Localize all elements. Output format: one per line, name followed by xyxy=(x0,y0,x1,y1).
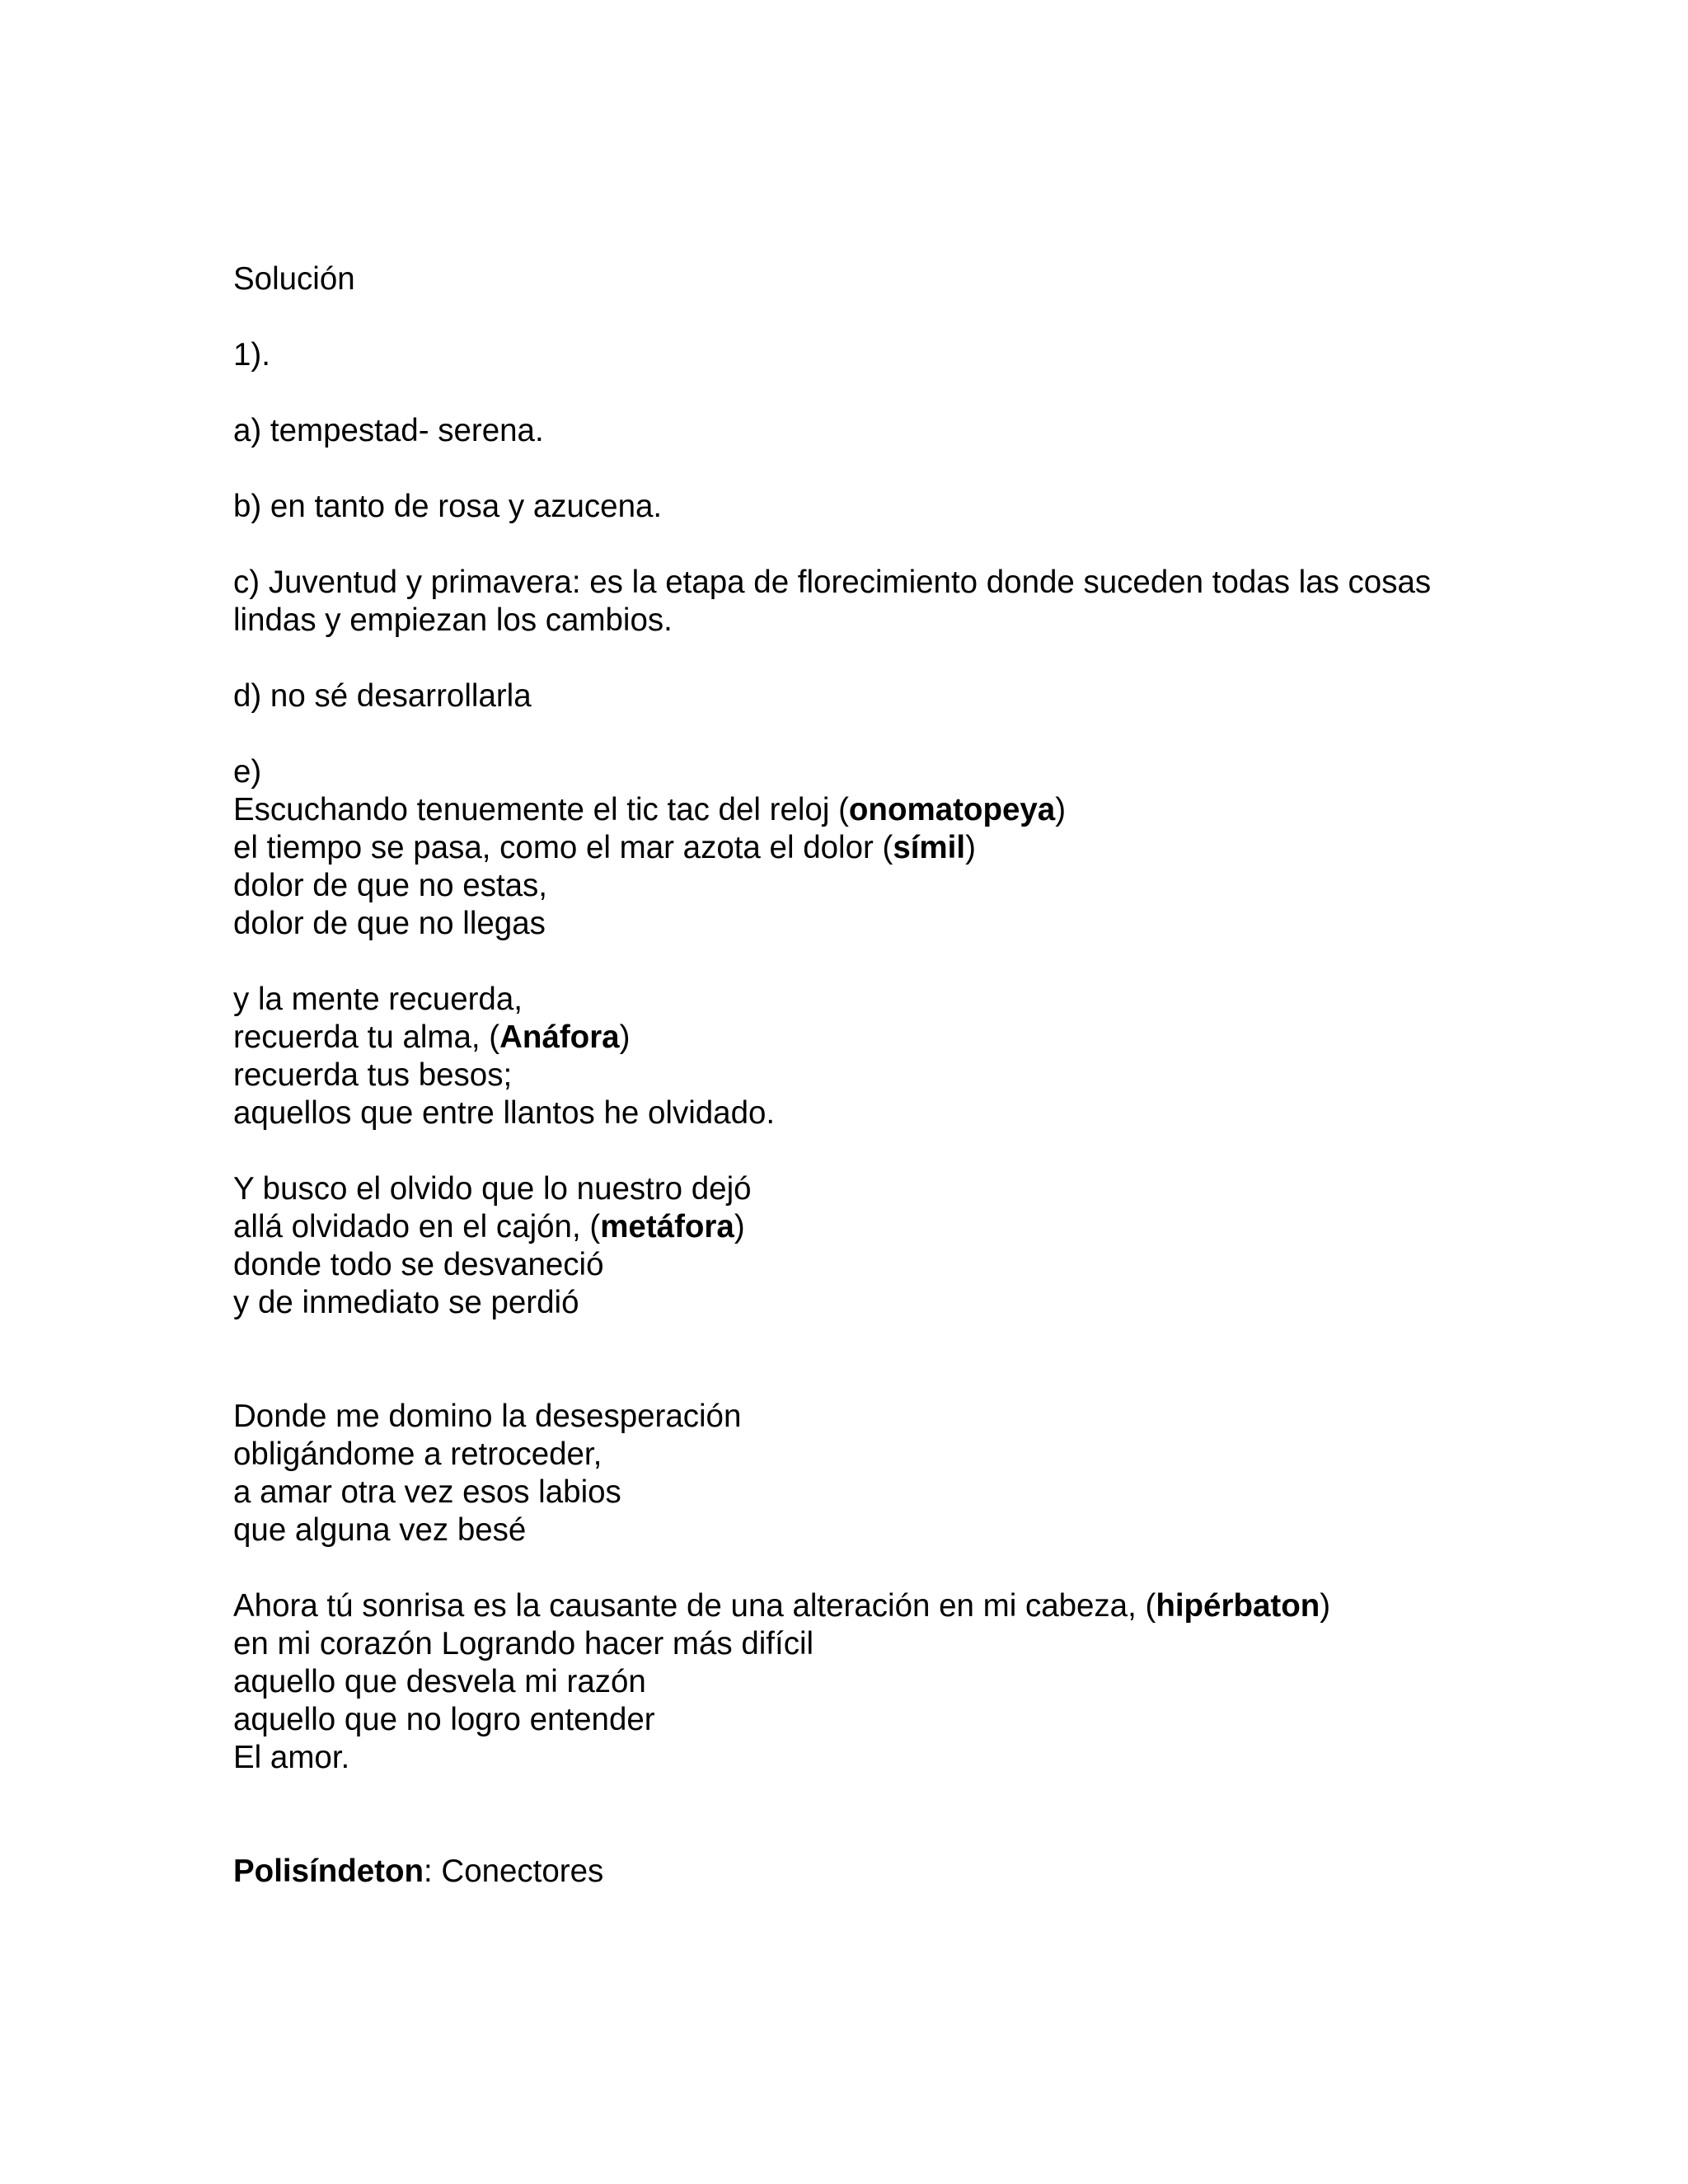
question-number: 1). xyxy=(233,337,270,373)
poem-line: aquello que desvela mi razón xyxy=(233,1664,646,1699)
poem-line xyxy=(233,1019,1453,1057)
poem-line xyxy=(233,791,1453,829)
poem-line-text: recuerda tu alma, ( xyxy=(233,1019,500,1055)
answer-c: c) Juventud y primavera: es la etapa de florecimiento donde suceden todas las cosas lindas y empiezan los cambios. xyxy=(233,565,1432,638)
figure-label-simil: símil xyxy=(893,830,966,865)
poem-line: obligándome a retroceder, xyxy=(233,1436,603,1472)
poem-line-text: Ahora tú sonrisa es la causante de una alteración en mi cabeza, ( xyxy=(233,1588,1156,1624)
answer-b: b) en tanto de rosa y azucena. xyxy=(233,489,663,524)
footer-note-text: : Conectores xyxy=(424,1854,604,1889)
figure-label-polisindeton: Polisíndeton xyxy=(233,1854,424,1889)
poem-line: y de inmediato se perdió xyxy=(233,1285,579,1320)
poem-line: en mi corazón Logrando hacer más difícil xyxy=(233,1626,814,1661)
answer-e-label: e) xyxy=(233,754,262,790)
poem-line: El amor. xyxy=(233,1740,350,1775)
figure-label-hiperbaton: hipérbaton xyxy=(1156,1588,1320,1624)
poem-line: y la mente recuerda, xyxy=(233,982,523,1017)
poem-line: que alguna vez besé xyxy=(233,1512,527,1548)
poem-line-text: ) xyxy=(1320,1588,1331,1624)
poem-line: dolor de que no llegas xyxy=(233,906,546,941)
poem-line-text: allá olvidado en el cajón, ( xyxy=(233,1209,601,1244)
poem-line: Donde me domino la desesperación xyxy=(233,1399,742,1434)
poem-line: recuerda tus besos; xyxy=(233,1057,513,1093)
poem-line-text: Escuchando tenuemente el tic tac del reloj ( xyxy=(233,792,849,827)
poem-line: Y busco el olvido que lo nuestro dejó xyxy=(233,1171,752,1207)
poem-line: dolor de que no estas, xyxy=(233,868,547,903)
figure-label-anafora: Anáfora xyxy=(499,1019,620,1055)
poem-line xyxy=(233,829,1453,867)
document-body xyxy=(233,260,1453,1891)
solution-heading: Solución xyxy=(233,261,355,297)
poem-line-text: el tiempo se pasa, como el mar azota el dolor ( xyxy=(233,830,893,865)
poem-line-text: ) xyxy=(734,1209,745,1244)
answer-a: a) tempestad- serena. xyxy=(233,413,544,448)
poem-line xyxy=(233,1208,1453,1246)
poem-line: a amar otra vez esos labios xyxy=(233,1474,621,1510)
poem-line: aquello que no logro entender xyxy=(233,1702,655,1737)
poem-line: aquellos que entre llantos he olvidado. xyxy=(233,1095,776,1131)
answer-d: d) no sé desarrollarla xyxy=(233,678,532,714)
poem-line: donde todo se desvaneció xyxy=(233,1247,604,1282)
figure-label-metafora: metáfora xyxy=(600,1209,734,1244)
footer-note xyxy=(233,1853,1453,1891)
poem-line-text: ) xyxy=(1055,792,1067,827)
poem-line-text: ) xyxy=(619,1019,631,1055)
poem-line-text: ) xyxy=(965,830,976,865)
poem-line xyxy=(233,1587,1453,1625)
figure-label-onomatopeya: onomatopeya xyxy=(848,792,1056,827)
